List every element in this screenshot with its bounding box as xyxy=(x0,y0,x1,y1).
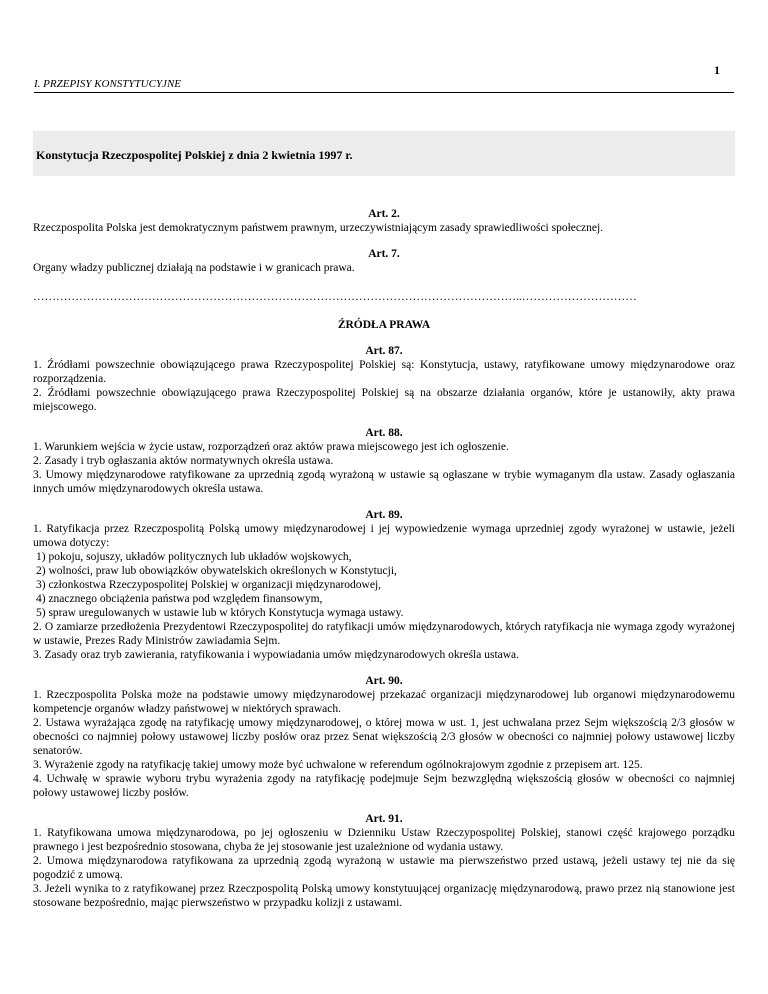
paragraph: 2. Zasady i tryb ogłaszania aktów normatywnych określa ustawa. xyxy=(33,455,334,467)
paragraph: 2. Umowa międzynarodowa ratyfikowana za uprzednią zgodą wyrażoną w ustawie ma pierwszeństwo przed ustawą, jeżeli ustawy tej nie da się pogodzić z umową. xyxy=(33,855,735,881)
article-heading: Art. 89. xyxy=(365,509,403,521)
article-heading: Art. 7. xyxy=(368,248,400,260)
list-item: 1) pokoju, sojuszy, układów politycznych lub układów wojskowych, xyxy=(36,551,352,563)
article-heading: Art. 91. xyxy=(365,813,403,825)
dotted-separator: ………………………………………………………………………………………………………………..………………………… xyxy=(33,291,637,303)
paragraph: 2. Źródłami powszechnie obowiązującego prawa Rzeczypospolitej Polskiej są na obszarze działania organów, które je ustanowiły, akty prawa miejscowego. xyxy=(33,387,735,413)
article-text: Rzeczpospolita Polska jest demokratycznym państwem prawnym, urzeczywistniającym zasady sprawiedliwości społecznej. xyxy=(33,222,604,234)
document-title: Konstytucja Rzeczpospolitej Polskiej z dnia 2 kwietnia 1997 r. xyxy=(36,148,353,162)
article-heading: Art. 2. xyxy=(368,208,400,220)
paragraph: 1. Warunkiem wejścia w życie ustaw, rozporządzeń oraz aktów prawa miejscowego jest ich ogłoszenie. xyxy=(33,441,509,453)
article-91 xyxy=(33,812,735,910)
document-body xyxy=(33,195,735,910)
list-item: 3) członkostwa Rzeczypospolitej Polskiej w organizacji międzynarodowej, xyxy=(36,579,382,591)
paragraph: 3. Jeżeli wynika to z ratyfikowanej przez Rzeczpospolitą Polską umowy konstytuującej organizację międzynarodową, prawo przez nią stanowione jest stosowane bezpośrednio, mając pierwszeństwo w przypadku kolizji z ustawami. xyxy=(33,883,735,909)
paragraph: 2. O zamiarze przedłożenia Prezydentowi Rzeczypospolitej do ratyfikacji umów międzynarodowych, których ratyfikacja nie wymaga zgody wyrażonej w ustawie, Prezes Rady Ministrów zawiadamia Sejm. xyxy=(33,621,735,647)
article-90 xyxy=(33,674,735,800)
paragraph: 1. Źródłami powszechnie obowiązującego prawa Rzeczypospolitej Polskiej są: Konstytucja, ustawy, ratyfikowane umowy międzynarodowe oraz rozporządzenia. xyxy=(33,359,735,385)
list-item: 2) wolności, praw lub obowiązków obywatelskich określonych w Konstytucji, xyxy=(36,565,397,577)
article-text: Organy władzy publicznej działają na podstawie i w granicach prawa. xyxy=(33,262,355,274)
paragraph: 3. Zasady oraz tryb zawierania, ratyfikowania i wypowiadania umów międzynarodowych określa ustawa. xyxy=(33,649,520,661)
paragraph: 1. Ratyfikacja przez Rzeczpospolitą Polską umowy międzynarodowej i jej wypowiedzenie wymaga uprzedniej zgody wyrażonej w ustawie, jeżeli umowa dotyczy: xyxy=(33,523,735,549)
article-87 xyxy=(33,344,735,414)
paragraph: 4. Uchwałę w sprawie wyboru trybu wyrażenia zgody na ratyfikację podejmuje Sejm bezwzględną większością głosów w obecności co najmniej połowy ustawowej liczby posłów. xyxy=(33,773,735,799)
list-item: 5) spraw uregulowanych w ustawie lub w których Konstytucja wymaga ustawy. xyxy=(36,607,404,619)
article-heading: Art. 88. xyxy=(365,427,403,439)
running-head: I. PRZEPISY KONSTYTUCYJNE xyxy=(34,78,734,93)
paragraph: 3. Wyrażenie zgody na ratyfikację takiej umowy może być uchwalone w referendum ogólnokrajowym zgodnie z przepisem art. 125. xyxy=(33,759,643,771)
article-88 xyxy=(33,426,735,496)
list-item: 4) znacznego obciążenia państwa pod względem finansowym, xyxy=(36,593,323,605)
article-heading: Art. 90. xyxy=(365,675,403,687)
article-2 xyxy=(33,207,735,235)
paragraph: 1. Ratyfikowana umowa międzynarodowa, po jej ogłoszeniu w Dzienniku Ustaw Rzeczypospolitej Polskiej, stanowi część krajowego porządku prawnego i jest bezpośrednio stosowana, chyba że jej stosowanie jest uzależnione od wydania ustawy. xyxy=(33,827,735,853)
paragraph: 2. Ustawa wyrażająca zgodę na ratyfikację umowy międzynarodowej, o której mowa w ust. 1, jest uchwalana przez Sejm większością 2/3 głosów w obecności co najmniej połowy ustawowej liczby posłów oraz przez Senat większością 2/3 głosów w obecności co najmniej połowy ustawowej liczby senatorów. xyxy=(33,717,735,757)
article-89 xyxy=(33,508,735,662)
document-title-box xyxy=(33,131,735,176)
article-heading: Art. 87. xyxy=(365,345,403,357)
section-title: ŹRÓDŁA PRAWA xyxy=(337,319,431,331)
page-number: 1 xyxy=(714,63,720,77)
paragraph: 3. Umowy międzynarodowe ratyfikowane za uprzednią zgodą wyrażoną w ustawie są ogłaszane w trybie wymaganym dla ustaw. Zasady ogłaszania innych umów międzynarodowych określa ustawa. xyxy=(33,469,735,495)
paragraph: 1. Rzeczpospolita Polska może na podstawie umowy międzynarodowej przekazać organizacji międzynarodowej lub organowi międzynarodowemu kompetencje organów władzy państwowej w niektórych sprawach. xyxy=(33,689,735,715)
enumeration-list xyxy=(33,550,735,620)
article-7 xyxy=(33,247,735,275)
